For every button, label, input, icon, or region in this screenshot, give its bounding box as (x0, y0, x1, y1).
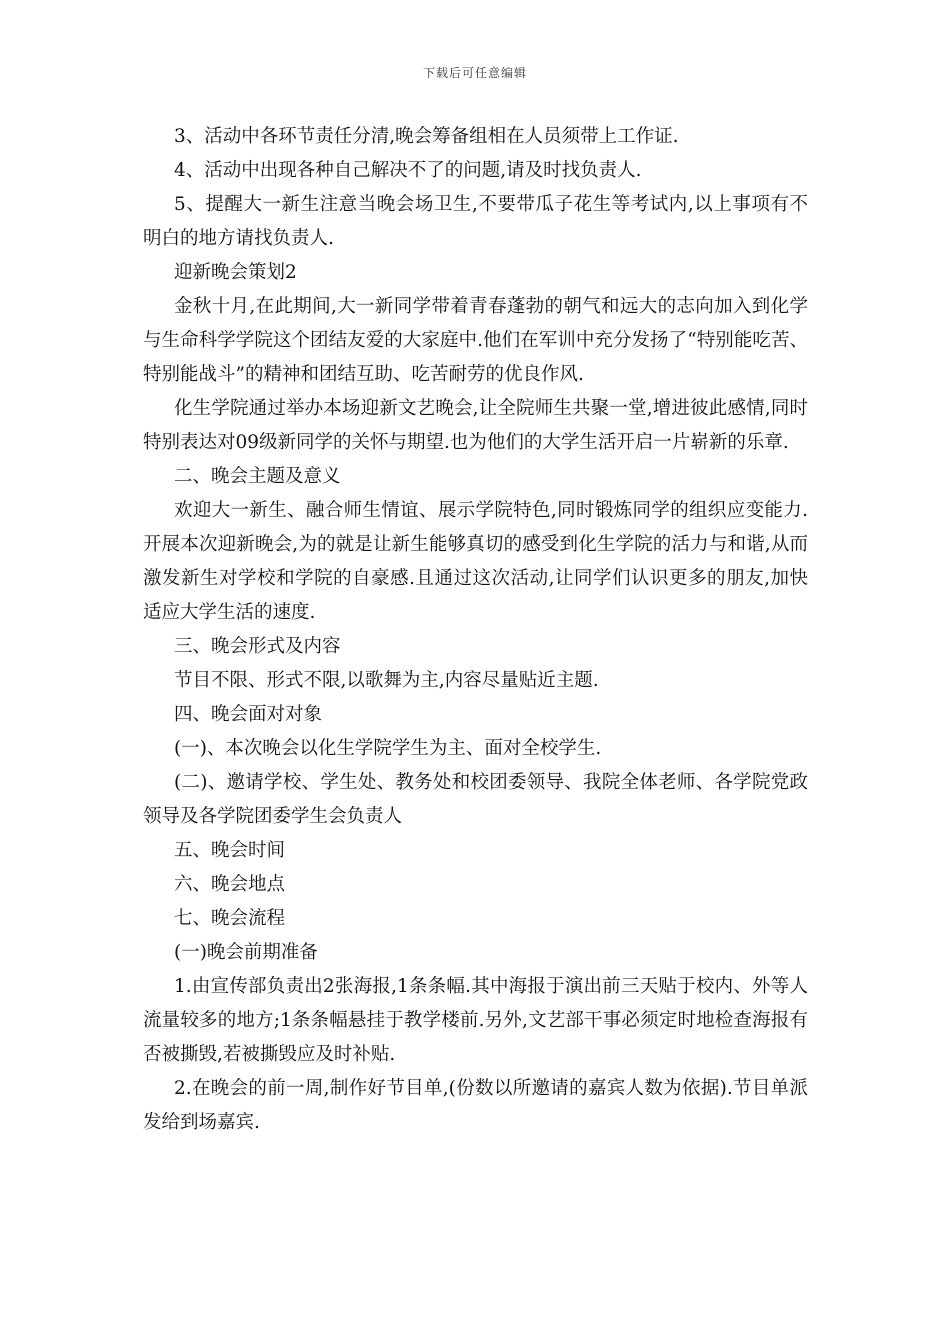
paragraph: 1.由宣传部负责出2张海报,1条条幅.其中海报于演出前三天贴于校内、外等人流量较多的地方;1条条幅悬挂于教学楼前.另外,文艺部干事必须定时地检查海报有否被撕毁,若被撕毁应及时补贴. (143, 976, 808, 1065)
paragraph: 金秋十月,在此期间,大一新同学带着青春蓬勃的朝气和远大的志向加入到化学与生命科学学院这个团结友爱的大家庭中.他们在军训中充分发扬了“特别能吃苦、特别能战斗”的精神和团结互助、吃苦耐劳的优良作风. (143, 296, 808, 385)
paragraph: 欢迎大一新生、融合师生情谊、展示学院特色,同时锻炼同学的组织应变能力.开展本次迎新晚会,为的就是让新生能够真切的感受到化生学院的活力与和谐,从而激发新生对学校和学院的自豪感.且通过这次活动,让同学们认识更多的朋友,加快适应大学生活的速度. (143, 500, 808, 623)
document-body (143, 120, 808, 1140)
section-heading: 三、晚会形式及内容 (174, 636, 341, 657)
section-heading: 五、晚会时间 (174, 840, 286, 861)
paragraph: (二)、邀请学校、学生处、教务处和校团委领导、我院全体老师、各学院党政领导及各学院团委学生会负责人 (143, 772, 808, 827)
section-heading: 六、晚会地点 (174, 874, 286, 895)
section-heading: 二、晚会主题及意义 (174, 466, 341, 487)
paragraph: 2.在晚会的前一周,制作好节目单,(份数以所邀请的嘉宾人数为依据).节目单派发给到场嘉宾. (143, 1078, 808, 1133)
paragraph: 3、活动中各环节责任分清,晚会筹备组相在人员须带上工作证. (174, 126, 679, 147)
section-heading: 迎新晚会策划2 (174, 262, 297, 283)
page-header: 下载后可任意编辑 (422, 66, 527, 80)
paragraph: 化生学院通过举办本场迎新文艺晚会,让全院师生共聚一堂,增进彼此感情,同时特别表达对09级新同学的关怀与期望.也为他们的大学生活开启一片崭新的乐章. (143, 398, 808, 453)
paragraph: 节目不限、形式不限,以歌舞为主,内容尽量贴近主题. (174, 670, 599, 691)
paragraph: 4、活动中出现各种自己解决不了的问题,请及时找负责人. (174, 160, 642, 181)
paragraph: (一)、本次晚会以化生学院学生为主、面对全校学生. (174, 738, 602, 759)
section-heading: 四、晚会面对对象 (174, 704, 323, 725)
subsection-heading: (一)晚会前期准备 (174, 942, 318, 963)
paragraph: 5、提醒大一新生注意当晚会场卫生,不要带瓜子花生等考试内,以上事项有不明白的地方请找负责人. (143, 194, 808, 249)
section-heading: 七、晚会流程 (174, 908, 286, 929)
